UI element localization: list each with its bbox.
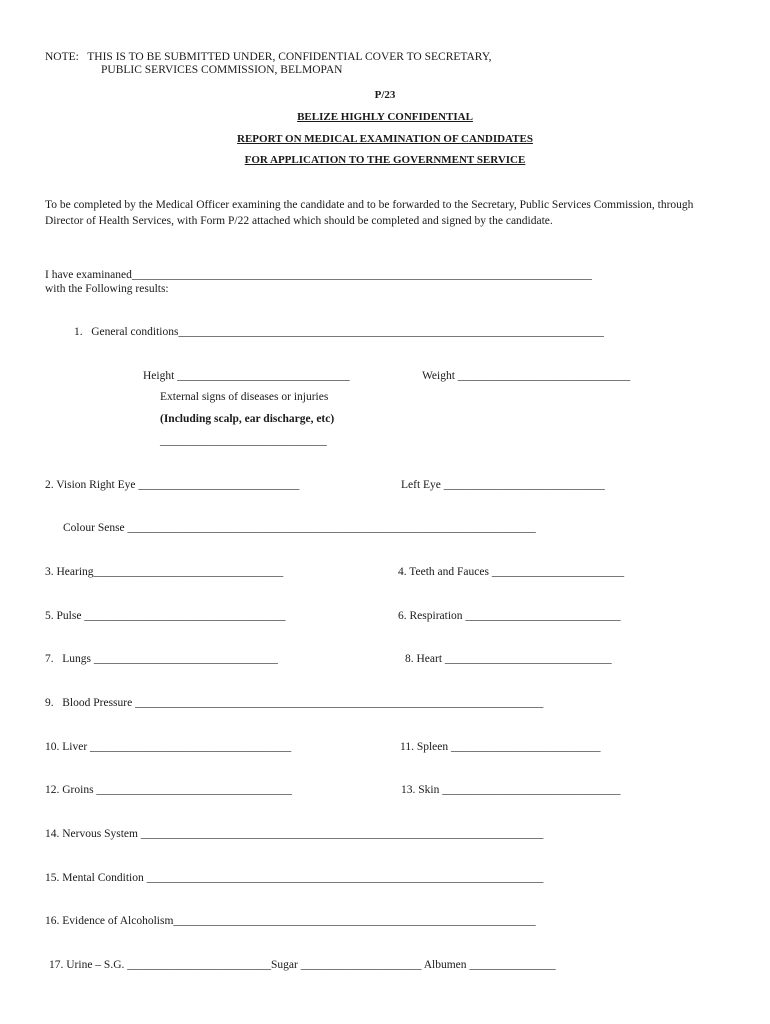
lungs-field[interactable]: 7. Lungs ________________________________ xyxy=(45,653,278,665)
teeth-field[interactable]: 4. Teeth and Fauces _______________________ xyxy=(398,566,625,578)
external-signs-label: External signs of diseases or injuries xyxy=(160,391,329,403)
respiration-field[interactable]: 6. Respiration ___________________________ xyxy=(398,610,621,622)
form-code: P/23 xyxy=(374,89,396,101)
heading-report: REPORT ON MEDICAL EXAMINATION OF CANDIDATES xyxy=(237,133,533,145)
skin-field[interactable]: 13. Skin _______________________________ xyxy=(401,784,621,796)
vision-right-field[interactable]: 2. Vision Right Eye ____________________________ xyxy=(45,479,300,491)
liver-field[interactable]: 10. Liver ___________________________________ xyxy=(45,741,292,753)
urine-field[interactable]: 17. Urine – S.G. _________________________Sugar _____________________ Albumen _______________ xyxy=(49,959,556,971)
including-note: (Including scalp, ear discharge, etc) xyxy=(160,413,335,425)
vision-left-field[interactable]: Left Eye ____________________________ xyxy=(401,479,605,491)
mental-condition-field[interactable]: 15. Mental Condition _____________________________________________________________________ xyxy=(45,872,544,884)
blood-pressure-field[interactable]: 9. Blood Pressure _______________________________________________________________________ xyxy=(45,697,544,709)
pulse-field[interactable]: 5. Pulse ___________________________________ xyxy=(45,610,286,622)
spleen-field[interactable]: 11. Spleen __________________________ xyxy=(400,741,601,753)
intro-paragraph: To be completed by the Medical Officer examining the candidate and to be forwarded to the Secretary, Public Services Commission, through Director of Health Services, with Form P/22 attached which should be completed and signed by the candidate. xyxy=(45,199,694,227)
hearing-field[interactable]: 3. Hearing_________________________________ xyxy=(45,566,284,578)
examined-field[interactable]: I have examinaned________________________________________________________________________________ xyxy=(45,269,592,281)
groins-field[interactable]: 12. Groins __________________________________ xyxy=(45,784,292,796)
heart-field[interactable]: 8. Heart _____________________________ xyxy=(405,653,612,665)
results-label: with the Following results: xyxy=(45,283,169,295)
note-line-2: PUBLIC SERVICES COMMISSION, BELMOPAN xyxy=(101,64,343,76)
nervous-system-field[interactable]: 14. Nervous System ______________________________________________________________________ xyxy=(45,828,544,840)
general-conditions-field[interactable]: 1. General conditions__________________________________________________________________________ xyxy=(74,326,604,338)
external-signs-field[interactable]: _____________________________ xyxy=(160,435,327,447)
heading-confidential: BELIZE HIGHLY CONFIDENTIAL xyxy=(297,111,473,123)
alcoholism-field[interactable]: 16. Evidence of Alcoholism_______________________________________________________________ xyxy=(45,915,536,927)
heading-application: FOR APPLICATION TO THE GOVERNMENT SERVICE xyxy=(244,154,526,166)
weight-field[interactable]: Weight ______________________________ xyxy=(422,370,631,382)
note-line-1: NOTE: THIS IS TO BE SUBMITTED UNDER, CONFIDENTIAL COVER TO SECRETARY, xyxy=(45,51,492,63)
colour-sense-field[interactable]: Colour Sense _______________________________________________________________________ xyxy=(63,522,536,534)
height-field[interactable]: Height ______________________________ xyxy=(143,370,350,382)
